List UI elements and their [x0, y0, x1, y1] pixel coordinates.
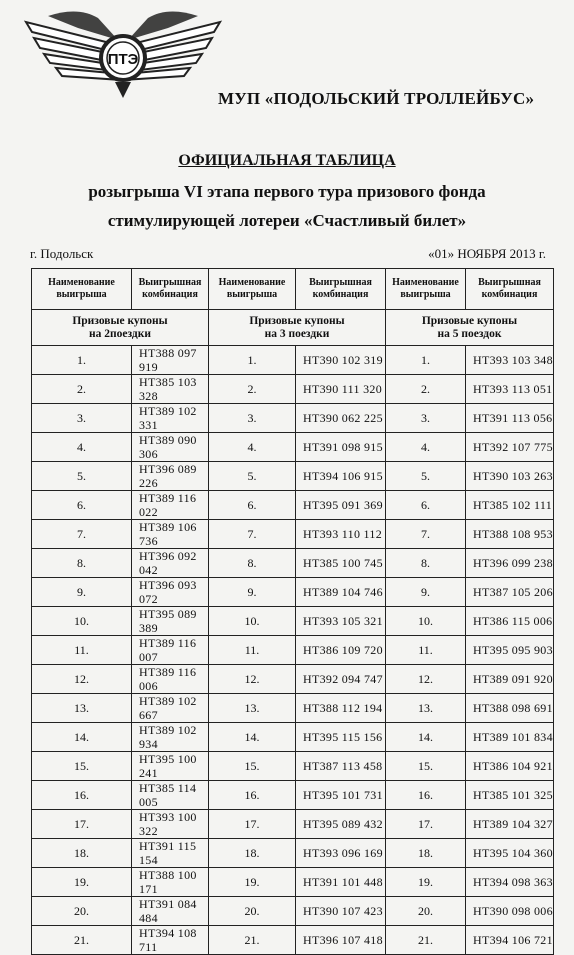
- prize-number: 11.: [386, 636, 466, 665]
- winning-ticket: НТ395 101 731: [296, 781, 386, 810]
- prize-number: 19.: [386, 868, 466, 897]
- winning-ticket: НТ392 107 775: [466, 433, 554, 462]
- prize-number: 15.: [209, 752, 296, 781]
- winning-ticket: НТ391 084 484: [132, 897, 209, 926]
- prize-number: 14.: [209, 723, 296, 752]
- winning-ticket: НТ393 113 051: [466, 375, 554, 404]
- document-title: ОФИЦИАЛЬНАЯ ТАБЛИЦА: [178, 152, 396, 169]
- table-row: [32, 665, 554, 694]
- winning-ticket: НТ396 099 238: [466, 549, 554, 578]
- winning-ticket: НТ389 106 736: [132, 520, 209, 549]
- table-row: [32, 839, 554, 868]
- results-table: [31, 268, 554, 955]
- winning-ticket: НТ385 102 111: [466, 491, 554, 520]
- prize-number: 16.: [32, 781, 132, 810]
- logo-text: ПТЭ: [107, 51, 139, 68]
- col-combo-header: Выигрышная комбинация: [466, 269, 554, 310]
- winning-ticket: НТ392 094 747: [296, 665, 386, 694]
- winning-ticket: НТ388 100 171: [132, 868, 209, 897]
- winning-ticket: НТ386 115 006: [466, 607, 554, 636]
- prize-number: 10.: [209, 607, 296, 636]
- prize-number: 3.: [32, 404, 132, 433]
- prize-number: 11.: [209, 636, 296, 665]
- winning-ticket: НТ395 100 241: [132, 752, 209, 781]
- table-row: [32, 810, 554, 839]
- winning-ticket: НТ389 102 331: [132, 404, 209, 433]
- winning-ticket: НТ393 096 169: [296, 839, 386, 868]
- winning-ticket: НТ386 109 720: [296, 636, 386, 665]
- prize-number: 17.: [386, 810, 466, 839]
- table-row: [32, 607, 554, 636]
- winning-ticket: НТ389 104 327: [466, 810, 554, 839]
- winning-ticket: НТ391 098 915: [296, 433, 386, 462]
- prize-number: 20.: [209, 897, 296, 926]
- prize-number: 15.: [386, 752, 466, 781]
- prize-number: 21.: [386, 926, 466, 955]
- prize-number: 5.: [209, 462, 296, 491]
- prize-number: 13.: [209, 694, 296, 723]
- winning-ticket: НТ393 105 321: [296, 607, 386, 636]
- prize-number: 21.: [32, 926, 132, 955]
- winning-ticket: НТ395 104 360: [466, 839, 554, 868]
- prize-number: 19.: [209, 868, 296, 897]
- table-row: [32, 868, 554, 897]
- prize-number: 13.: [386, 694, 466, 723]
- prize-number: 2.: [386, 375, 466, 404]
- table-row: [32, 752, 554, 781]
- table-row: [32, 578, 554, 607]
- winning-ticket: НТ389 091 920: [466, 665, 554, 694]
- winning-ticket: НТ388 112 194: [296, 694, 386, 723]
- prize-number: 15.: [32, 752, 132, 781]
- table-row: [32, 520, 554, 549]
- prize-number: 1.: [32, 346, 132, 375]
- prize-number: 1.: [386, 346, 466, 375]
- prize-number: 16.: [209, 781, 296, 810]
- winning-ticket: НТ393 110 112: [296, 520, 386, 549]
- winning-ticket: НТ394 106 915: [296, 462, 386, 491]
- winning-ticket: НТ388 097 919: [132, 346, 209, 375]
- winning-ticket: НТ389 116 007: [132, 636, 209, 665]
- winning-ticket: НТ389 116 022: [132, 491, 209, 520]
- date-label: «01» НОЯБРЯ 2013 г.: [428, 246, 546, 261]
- prize-number: 7.: [209, 520, 296, 549]
- winning-ticket: НТ395 115 156: [296, 723, 386, 752]
- document-subtitle-line2: стимулирующей лотереи «Счастливый билет»: [107, 211, 467, 230]
- winning-ticket: НТ390 062 225: [296, 404, 386, 433]
- winning-ticket: НТ387 113 458: [296, 752, 386, 781]
- winning-ticket: НТ394 106 721: [466, 926, 554, 955]
- document-subtitle-line1: розыгрыша VI этапа первого тура призового фонда: [88, 182, 486, 201]
- prize-number: 4.: [386, 433, 466, 462]
- winning-ticket: НТ389 101 834: [466, 723, 554, 752]
- winning-ticket: НТ390 111 320: [296, 375, 386, 404]
- winning-ticket: НТ388 098 691: [466, 694, 554, 723]
- winning-ticket: НТ396 107 418: [296, 926, 386, 955]
- prize-number: 9.: [32, 578, 132, 607]
- prize-number: 20.: [32, 897, 132, 926]
- city-label: г. Подольск: [30, 246, 94, 261]
- winning-ticket: НТ389 090 306: [132, 433, 209, 462]
- winning-ticket: НТ394 098 363: [466, 868, 554, 897]
- prize-number: 10.: [386, 607, 466, 636]
- winning-ticket: НТ390 103 263: [466, 462, 554, 491]
- winning-ticket: НТ391 115 154: [132, 839, 209, 868]
- winning-ticket: НТ391 101 448: [296, 868, 386, 897]
- table-row: [32, 549, 554, 578]
- table-row: [32, 636, 554, 665]
- group-title-3-trips: Призовые купоны на 3 поездки: [209, 310, 386, 346]
- prize-number: 14.: [32, 723, 132, 752]
- prize-number: 6.: [209, 491, 296, 520]
- winning-ticket: НТ389 116 006: [132, 665, 209, 694]
- winning-ticket: НТ396 089 226: [132, 462, 209, 491]
- table-row: [32, 781, 554, 810]
- winning-ticket: НТ385 103 328: [132, 375, 209, 404]
- prize-number: 17.: [209, 810, 296, 839]
- table-row: [32, 723, 554, 752]
- prize-number: 2.: [209, 375, 296, 404]
- prize-number: 4.: [209, 433, 296, 462]
- winning-ticket: НТ385 100 745: [296, 549, 386, 578]
- winning-ticket: НТ395 095 903: [466, 636, 554, 665]
- table-row: [32, 433, 554, 462]
- prize-number: 5.: [386, 462, 466, 491]
- group-title-5-trips: Призовые купоны на 5 поездок: [386, 310, 554, 346]
- prize-number: 13.: [32, 694, 132, 723]
- winning-ticket: НТ393 103 348: [466, 346, 554, 375]
- prize-number: 11.: [32, 636, 132, 665]
- winning-ticket: НТ387 105 206: [466, 578, 554, 607]
- prize-number: 8.: [386, 549, 466, 578]
- winning-ticket: НТ396 093 072: [132, 578, 209, 607]
- prize-number: 7.: [386, 520, 466, 549]
- winning-ticket: НТ386 104 921: [466, 752, 554, 781]
- prize-number: 18.: [32, 839, 132, 868]
- table-row: [32, 346, 554, 375]
- winning-ticket: НТ389 102 667: [132, 694, 209, 723]
- prize-number: 21.: [209, 926, 296, 955]
- prize-number: 14.: [386, 723, 466, 752]
- winning-ticket: НТ389 102 934: [132, 723, 209, 752]
- col-combo-header: Выигрышная комбинация: [296, 269, 386, 310]
- prize-number: 20.: [386, 897, 466, 926]
- table-row: [32, 897, 554, 926]
- col-name-header: Наименование выигрыша: [32, 269, 132, 310]
- prize-number: 5.: [32, 462, 132, 491]
- prize-number: 3.: [209, 404, 296, 433]
- winning-ticket: НТ395 091 369: [296, 491, 386, 520]
- winning-ticket: НТ395 089 432: [296, 810, 386, 839]
- winning-ticket: НТ390 107 423: [296, 897, 386, 926]
- prize-number: 3.: [386, 404, 466, 433]
- prize-number: 6.: [386, 491, 466, 520]
- winning-ticket: НТ389 104 746: [296, 578, 386, 607]
- prize-number: 12.: [209, 665, 296, 694]
- trolleybus-logo-icon: [18, 8, 228, 104]
- winning-ticket: НТ390 102 319: [296, 346, 386, 375]
- winning-ticket: НТ385 114 005: [132, 781, 209, 810]
- group-header-row: [32, 310, 554, 346]
- prize-number: 8.: [209, 549, 296, 578]
- prize-number: 18.: [386, 839, 466, 868]
- table-row: [32, 462, 554, 491]
- table-row: [32, 491, 554, 520]
- winning-ticket: НТ391 113 056: [466, 404, 554, 433]
- col-name-header: Наименование выигрыша: [209, 269, 296, 310]
- winning-ticket: НТ395 089 389: [132, 607, 209, 636]
- header-row: [32, 269, 554, 310]
- table-row: [32, 926, 554, 955]
- prize-number: 9.: [209, 578, 296, 607]
- prize-number: 7.: [32, 520, 132, 549]
- winning-ticket: НТ393 100 322: [132, 810, 209, 839]
- organization-name: МУП «ПОДОЛЬСКИЙ ТРОЛЛЕЙБУС»: [218, 89, 535, 108]
- col-name-header: Наименование выигрыша: [386, 269, 466, 310]
- group-title-2-trips: Призовые купоны на 2поездки: [32, 310, 209, 346]
- winning-ticket: НТ388 108 953: [466, 520, 554, 549]
- winning-ticket: НТ396 092 042: [132, 549, 209, 578]
- prize-number: 17.: [32, 810, 132, 839]
- winning-ticket: НТ390 098 006: [466, 897, 554, 926]
- prize-number: 19.: [32, 868, 132, 897]
- prize-number: 12.: [32, 665, 132, 694]
- prize-number: 10.: [32, 607, 132, 636]
- table-row: [32, 375, 554, 404]
- table-row: [32, 404, 554, 433]
- table-row: [32, 694, 554, 723]
- col-combo-header: Выигрышная комбинация: [132, 269, 209, 310]
- winning-ticket: НТ394 108 711: [132, 926, 209, 955]
- prize-number: 2.: [32, 375, 132, 404]
- prize-number: 1.: [209, 346, 296, 375]
- prize-number: 12.: [386, 665, 466, 694]
- prize-number: 18.: [209, 839, 296, 868]
- winning-ticket: НТ385 101 325: [466, 781, 554, 810]
- prize-number: 8.: [32, 549, 132, 578]
- prize-number: 9.: [386, 578, 466, 607]
- prize-number: 4.: [32, 433, 132, 462]
- prize-number: 6.: [32, 491, 132, 520]
- prize-number: 16.: [386, 781, 466, 810]
